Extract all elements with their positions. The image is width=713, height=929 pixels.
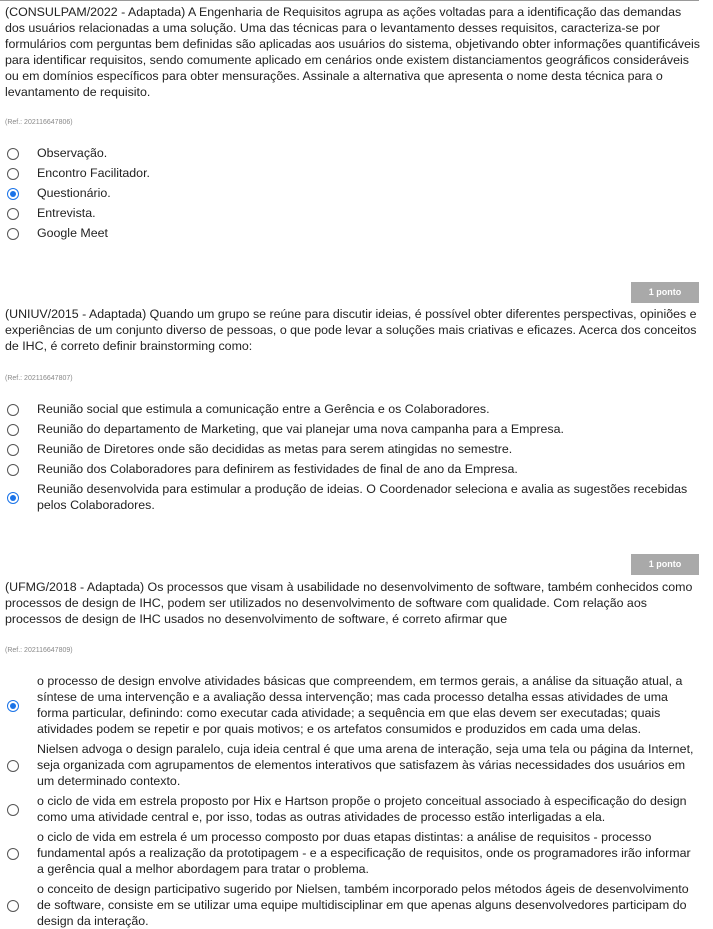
radio-button[interactable] <box>7 804 19 816</box>
question-1-text: (CONSULPAM/2022 - Adaptada) A Engenharia de Requisitos agrupa as ações voltadas para a identificação das demandas dos usuários relacionadas a uma solução. Uma das técnicas para o levantamento desses requisitos, caracteriza-se por formulários com perguntas bem definidas são aplicadas aos usuários do sistema, objetivando obter informações quantificáveis para identificar requisitos, sendo comumente aplicado em cenários onde existem distanciamentos geográficos consideráveis ou em domínios específicos para obter mensurações. Assinale a alternativa que apresenta o nome desta técnica para o levantamento de requisito. <box>5 5 700 99</box>
radio-button[interactable] <box>7 760 19 772</box>
option-label: Reunião do departamento de Marketing, que vai planejar uma nova campanha para a Empresa. <box>37 422 564 436</box>
option-label: Reunião social que estimula a comunicação entre a Gerência e os Colaboradores. <box>37 402 490 416</box>
radio-button[interactable] <box>7 168 19 180</box>
option[interactable] <box>5 145 700 161</box>
question-3-text: (UFMG/2018 - Adaptada) Os processos que visam à usabilidade no desenvolvimento de software, também conhecidos como processos de design de IHC, podem ser utilizados no desenvolvimento de software com qualidade. Com relação aos processos de design de IHC usados no desenvolvimento de software, é correto afirmar que <box>5 580 693 626</box>
option[interactable] <box>5 829 700 877</box>
top-divider <box>0 0 699 1</box>
option-label: Nielsen advoga o design paralelo, cuja ideia central é que uma arena de interação, seja uma tela ou página da Internet, seja organizada com agrupamentos de elementos interativos que satisfazem às várias necessidades dos usuários em um determinado contexto. <box>37 742 694 788</box>
question-2 <box>5 306 700 354</box>
points-badge: 1 ponto <box>631 282 699 303</box>
option[interactable] <box>5 225 700 241</box>
question-2-text: (UNIUV/2015 - Adaptada) Quando um grupo se reúne para discutir ideias, é possível obter diferentes perspectivas, opiniões e experiências de um conjunto diverso de pessoas, o que pode levar a soluções mais criativas e eficazes. Acerca dos conceitos de IHC, é correto definir brainstorming como: <box>5 307 697 353</box>
option-label: o conceito de design participativo sugerido por Nielsen, também incorporado pelos métodos ágeis de desenvolvimento de software, consiste em se utilizar uma equipe multidisciplinar em que apenas alguns desenvolvedores participam do design da interação. <box>37 882 689 928</box>
radio-button[interactable] <box>7 900 19 912</box>
option-label: Encontro Facilitador. <box>37 166 150 180</box>
option[interactable] <box>5 461 700 477</box>
option-label: Reunião de Diretores onde são decididas as metas para serem atingidas no semestre. <box>37 442 513 456</box>
option[interactable] <box>5 481 700 513</box>
option-label: o processo de design envolve atividades básicas que compreendem, em termos gerais, a análise da situação atual, a síntese de uma intervenção e a avaliação dessa intervenção; mas cada processo detalha essas atividades de uma forma particular, definindo: como executar cada atividade; a sequência em que elas devem ser executadas; quais atividades podem se repetir e por quais motivos; e os artefatos consumidos e produzidos em cada uma delas. <box>37 674 683 736</box>
question-1-ref: (Ref.: 202116647806) <box>5 119 73 126</box>
option[interactable] <box>5 165 700 181</box>
radio-button-selected[interactable] <box>7 492 19 504</box>
option[interactable] <box>5 205 700 221</box>
option[interactable] <box>5 793 700 825</box>
option-label: Reunião desenvolvida para estimular a produção de ideias. O Coordenador seleciona e avalia as sugestões recebidas pelos Colaboradores. <box>37 482 688 512</box>
radio-button[interactable] <box>7 464 19 476</box>
question-3 <box>5 579 700 627</box>
radio-button[interactable] <box>7 444 19 456</box>
option-label: o ciclo de vida em estrela é um processo composto por duas etapas distintas: a análise de requisitos - processo fundamental após a realização da prototipagem - e a especificação de requisitos, onde os programadores irão informar a gerência qual a melhor abordagem para tratar o problema. <box>37 830 691 876</box>
option[interactable] <box>5 185 700 201</box>
option-label: Entrevista. <box>37 206 96 220</box>
question-3-ref: (Ref.: 202116647809) <box>5 647 73 654</box>
radio-button[interactable] <box>7 848 19 860</box>
radio-button[interactable] <box>7 404 19 416</box>
radio-button[interactable] <box>7 228 19 240</box>
option[interactable] <box>5 673 700 737</box>
option-label: Observação. <box>37 146 108 160</box>
radio-button-selected[interactable] <box>7 188 19 200</box>
radio-button-selected[interactable] <box>7 700 19 712</box>
radio-button[interactable] <box>7 208 19 220</box>
radio-button[interactable] <box>7 424 19 436</box>
option-label: Questionário. <box>37 186 111 200</box>
question-1 <box>5 4 700 100</box>
points-badge: 1 ponto <box>631 554 699 575</box>
radio-button[interactable] <box>7 148 19 160</box>
option-label: Google Meet <box>37 226 108 240</box>
option[interactable] <box>5 881 700 929</box>
option-label: Reunião dos Colaboradores para definirem as festividades de final de ano da Empresa. <box>37 462 518 476</box>
question-2-ref: (Ref.: 202116647807) <box>5 375 73 382</box>
option[interactable] <box>5 401 700 417</box>
option-label: o ciclo de vida em estrela proposto por Hix e Hartson propõe o projeto conceitual associado à especificação do design como uma atividade central e, por isso, todas as outras atividades de processo estão interligadas a ela. <box>37 794 687 824</box>
option[interactable] <box>5 741 700 789</box>
option[interactable] <box>5 441 700 457</box>
option[interactable] <box>5 421 700 437</box>
